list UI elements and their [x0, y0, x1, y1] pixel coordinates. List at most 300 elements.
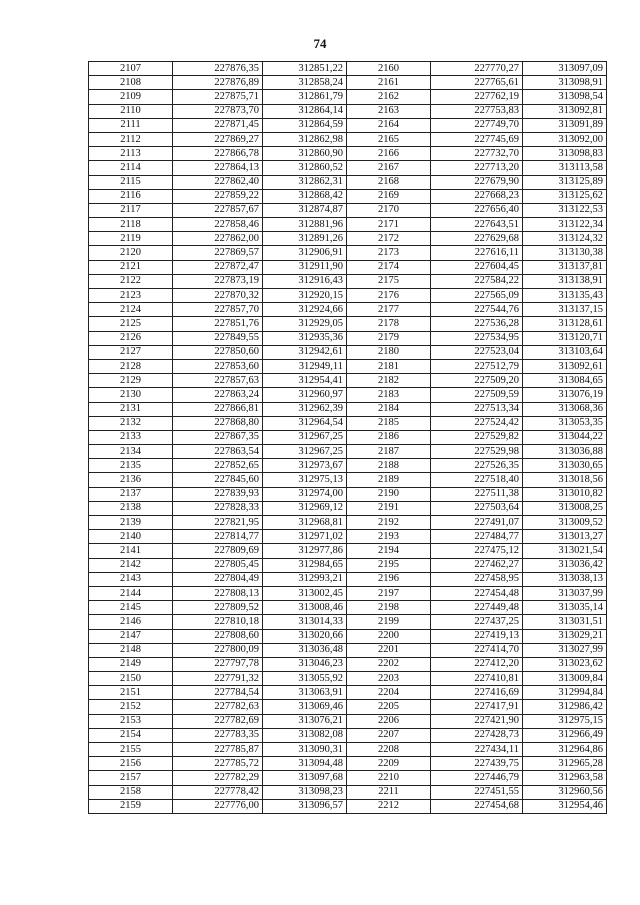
y-coordinate-right: 313030,65 [523, 459, 607, 473]
x-coordinate-left: 227797,78 [173, 657, 263, 671]
table-row [89, 771, 607, 785]
x-coordinate-left: 227849,55 [173, 331, 263, 345]
point-number-right: 2198 [347, 601, 431, 615]
table-row [89, 289, 607, 303]
point-number-left: 2151 [89, 686, 173, 700]
point-number-right: 2205 [347, 700, 431, 714]
y-coordinate-left: 312964,54 [263, 416, 347, 430]
x-coordinate-left: 227776,00 [173, 799, 263, 813]
y-coordinate-left: 312862,98 [263, 132, 347, 146]
point-number-left: 2121 [89, 260, 173, 274]
table-row [89, 118, 607, 132]
x-coordinate-right: 227509,59 [431, 388, 523, 402]
x-coordinate-right: 227713,20 [431, 161, 523, 175]
point-number-left: 2147 [89, 629, 173, 643]
y-coordinate-left: 313097,68 [263, 771, 347, 785]
y-coordinate-right: 313009,52 [523, 516, 607, 530]
y-coordinate-right: 313021,54 [523, 544, 607, 558]
table-row [89, 629, 607, 643]
x-coordinate-left: 227864,13 [173, 161, 263, 175]
point-number-left: 2122 [89, 274, 173, 288]
x-coordinate-left: 227858,46 [173, 218, 263, 232]
x-coordinate-left: 227850,60 [173, 345, 263, 359]
x-coordinate-left: 227862,00 [173, 232, 263, 246]
x-coordinate-right: 227679,90 [431, 175, 523, 189]
point-number-left: 2154 [89, 728, 173, 742]
point-number-left: 2149 [89, 657, 173, 671]
y-coordinate-left: 312942,61 [263, 345, 347, 359]
point-number-right: 2162 [347, 90, 431, 104]
point-number-right: 2204 [347, 686, 431, 700]
x-coordinate-right: 227526,35 [431, 459, 523, 473]
x-coordinate-right: 227484,77 [431, 530, 523, 544]
x-coordinate-left: 227875,71 [173, 90, 263, 104]
y-coordinate-left: 312984,65 [263, 558, 347, 572]
point-number-left: 2158 [89, 785, 173, 799]
point-number-left: 2138 [89, 501, 173, 515]
point-number-right: 2171 [347, 218, 431, 232]
point-number-right: 2190 [347, 487, 431, 501]
point-number-left: 2153 [89, 714, 173, 728]
table-row [89, 274, 607, 288]
y-coordinate-right: 313053,35 [523, 416, 607, 430]
point-number-right: 2211 [347, 785, 431, 799]
x-coordinate-right: 227509,20 [431, 374, 523, 388]
table-row [89, 601, 607, 615]
table-row [89, 615, 607, 629]
x-coordinate-right: 227656,40 [431, 203, 523, 217]
point-number-left: 2148 [89, 643, 173, 657]
table-row [89, 232, 607, 246]
table-row [89, 586, 607, 600]
point-number-right: 2161 [347, 76, 431, 90]
x-coordinate-left: 227784,54 [173, 686, 263, 700]
point-number-right: 2197 [347, 586, 431, 600]
point-number-right: 2192 [347, 516, 431, 530]
x-coordinate-left: 227852,65 [173, 459, 263, 473]
point-number-right: 2208 [347, 743, 431, 757]
point-number-left: 2146 [89, 615, 173, 629]
x-coordinate-left: 227857,70 [173, 303, 263, 317]
point-number-right: 2193 [347, 530, 431, 544]
y-coordinate-right: 313013,27 [523, 530, 607, 544]
y-coordinate-right: 313130,38 [523, 246, 607, 260]
y-coordinate-right: 313120,71 [523, 331, 607, 345]
x-coordinate-right: 227668,23 [431, 189, 523, 203]
x-coordinate-left: 227785,72 [173, 757, 263, 771]
table-row [89, 501, 607, 515]
point-number-right: 2166 [347, 147, 431, 161]
table-row [89, 402, 607, 416]
table-row [89, 558, 607, 572]
point-number-right: 2212 [347, 799, 431, 813]
table-row [89, 104, 607, 118]
point-number-right: 2206 [347, 714, 431, 728]
x-coordinate-left: 227876,89 [173, 76, 263, 90]
table-row [89, 246, 607, 260]
point-number-right: 2210 [347, 771, 431, 785]
y-coordinate-left: 312949,11 [263, 359, 347, 373]
y-coordinate-left: 312911,90 [263, 260, 347, 274]
y-coordinate-right: 313137,81 [523, 260, 607, 274]
point-number-left: 2117 [89, 203, 173, 217]
y-coordinate-left: 312864,14 [263, 104, 347, 118]
x-coordinate-right: 227434,11 [431, 743, 523, 757]
table-row [89, 416, 607, 430]
x-coordinate-right: 227765,61 [431, 76, 523, 90]
y-coordinate-right: 313098,54 [523, 90, 607, 104]
x-coordinate-right: 227412,20 [431, 657, 523, 671]
x-coordinate-right: 227770,27 [431, 62, 523, 76]
point-number-right: 2184 [347, 402, 431, 416]
y-coordinate-right: 313092,00 [523, 132, 607, 146]
y-coordinate-right: 313037,99 [523, 586, 607, 600]
x-coordinate-right: 227511,38 [431, 487, 523, 501]
x-coordinate-right: 227518,40 [431, 473, 523, 487]
x-coordinate-right: 227414,70 [431, 643, 523, 657]
point-number-left: 2118 [89, 218, 173, 232]
point-number-left: 2115 [89, 175, 173, 189]
x-coordinate-left: 227814,77 [173, 530, 263, 544]
y-coordinate-left: 313096,57 [263, 799, 347, 813]
point-number-right: 2187 [347, 445, 431, 459]
x-coordinate-right: 227749,70 [431, 118, 523, 132]
point-number-right: 2182 [347, 374, 431, 388]
x-coordinate-right: 227643,51 [431, 218, 523, 232]
y-coordinate-left: 313090,31 [263, 743, 347, 757]
y-coordinate-right: 313076,19 [523, 388, 607, 402]
point-number-right: 2180 [347, 345, 431, 359]
point-number-right: 2177 [347, 303, 431, 317]
table-row [89, 388, 607, 402]
table-row [89, 331, 607, 345]
x-coordinate-left: 227821,95 [173, 516, 263, 530]
coordinates-table-body [89, 62, 607, 814]
point-number-left: 2136 [89, 473, 173, 487]
x-coordinate-left: 227862,40 [173, 175, 263, 189]
y-coordinate-right: 313122,34 [523, 218, 607, 232]
x-coordinate-right: 227584,22 [431, 274, 523, 288]
point-number-right: 2202 [347, 657, 431, 671]
point-number-right: 2175 [347, 274, 431, 288]
y-coordinate-right: 313098,91 [523, 76, 607, 90]
point-number-right: 2167 [347, 161, 431, 175]
table-row [89, 161, 607, 175]
y-coordinate-left: 313036,48 [263, 643, 347, 657]
table-row [89, 260, 607, 274]
point-number-left: 2133 [89, 430, 173, 444]
x-coordinate-right: 227428,73 [431, 728, 523, 742]
table-row [89, 743, 607, 757]
x-coordinate-left: 227869,27 [173, 132, 263, 146]
table-row [89, 672, 607, 686]
x-coordinate-left: 227808,13 [173, 586, 263, 600]
x-coordinate-right: 227629,68 [431, 232, 523, 246]
x-coordinate-right: 227523,04 [431, 345, 523, 359]
point-number-right: 2164 [347, 118, 431, 132]
x-coordinate-right: 227604,45 [431, 260, 523, 274]
x-coordinate-right: 227529,98 [431, 445, 523, 459]
y-coordinate-right: 312960,56 [523, 785, 607, 799]
table-row [89, 189, 607, 203]
y-coordinate-left: 312916,43 [263, 274, 347, 288]
x-coordinate-left: 227778,42 [173, 785, 263, 799]
x-coordinate-right: 227419,13 [431, 629, 523, 643]
point-number-left: 2140 [89, 530, 173, 544]
y-coordinate-right: 313018,56 [523, 473, 607, 487]
point-number-left: 2143 [89, 572, 173, 586]
y-coordinate-left: 312962,39 [263, 402, 347, 416]
x-coordinate-left: 227800,09 [173, 643, 263, 657]
y-coordinate-right: 312963,58 [523, 771, 607, 785]
x-coordinate-right: 227449,48 [431, 601, 523, 615]
point-number-right: 2196 [347, 572, 431, 586]
table-row [89, 459, 607, 473]
table-row [89, 132, 607, 146]
y-coordinate-left: 312929,05 [263, 317, 347, 331]
point-number-left: 2145 [89, 601, 173, 615]
x-coordinate-right: 227536,28 [431, 317, 523, 331]
point-number-left: 2125 [89, 317, 173, 331]
point-number-right: 2176 [347, 289, 431, 303]
table-row [89, 657, 607, 671]
point-number-right: 2168 [347, 175, 431, 189]
table-row [89, 445, 607, 459]
point-number-right: 2178 [347, 317, 431, 331]
y-coordinate-right: 313138,91 [523, 274, 607, 288]
y-coordinate-left: 312967,25 [263, 430, 347, 444]
y-coordinate-right: 313010,82 [523, 487, 607, 501]
x-coordinate-left: 227785,87 [173, 743, 263, 757]
y-coordinate-right: 313009,84 [523, 672, 607, 686]
point-number-right: 2209 [347, 757, 431, 771]
point-number-left: 2124 [89, 303, 173, 317]
point-number-left: 2130 [89, 388, 173, 402]
y-coordinate-right: 312966,49 [523, 728, 607, 742]
table-row [89, 530, 607, 544]
point-number-left: 2120 [89, 246, 173, 260]
y-coordinate-right: 312954,46 [523, 799, 607, 813]
x-coordinate-right: 227503,64 [431, 501, 523, 515]
x-coordinate-left: 227828,33 [173, 501, 263, 515]
point-number-left: 2139 [89, 516, 173, 530]
x-coordinate-left: 227859,22 [173, 189, 263, 203]
x-coordinate-right: 227544,76 [431, 303, 523, 317]
y-coordinate-right: 312965,28 [523, 757, 607, 771]
y-coordinate-left: 313014,33 [263, 615, 347, 629]
x-coordinate-left: 227872,47 [173, 260, 263, 274]
x-coordinate-left: 227866,81 [173, 402, 263, 416]
point-number-right: 2173 [347, 246, 431, 260]
point-number-left: 2110 [89, 104, 173, 118]
x-coordinate-left: 227804,49 [173, 572, 263, 586]
y-coordinate-right: 313097,09 [523, 62, 607, 76]
x-coordinate-left: 227839,93 [173, 487, 263, 501]
x-coordinate-right: 227529,82 [431, 430, 523, 444]
table-row [89, 317, 607, 331]
y-coordinate-left: 313094,48 [263, 757, 347, 771]
table-row [89, 374, 607, 388]
x-coordinate-left: 227857,67 [173, 203, 263, 217]
x-coordinate-left: 227873,19 [173, 274, 263, 288]
point-number-left: 2129 [89, 374, 173, 388]
y-coordinate-right: 312994,84 [523, 686, 607, 700]
x-coordinate-right: 227762,19 [431, 90, 523, 104]
table-row [89, 714, 607, 728]
y-coordinate-right: 313036,42 [523, 558, 607, 572]
point-number-right: 2207 [347, 728, 431, 742]
y-coordinate-right: 312986,42 [523, 700, 607, 714]
x-coordinate-right: 227616,11 [431, 246, 523, 260]
point-number-left: 2156 [89, 757, 173, 771]
y-coordinate-left: 312881,96 [263, 218, 347, 232]
y-coordinate-right: 313068,36 [523, 402, 607, 416]
y-coordinate-left: 312851,22 [263, 62, 347, 76]
y-coordinate-right: 313036,88 [523, 445, 607, 459]
x-coordinate-right: 227753,83 [431, 104, 523, 118]
x-coordinate-left: 227810,18 [173, 615, 263, 629]
x-coordinate-right: 227421,90 [431, 714, 523, 728]
point-number-left: 2131 [89, 402, 173, 416]
x-coordinate-right: 227454,68 [431, 799, 523, 813]
y-coordinate-left: 312906,91 [263, 246, 347, 260]
y-coordinate-right: 313137,15 [523, 303, 607, 317]
y-coordinate-right: 313113,58 [523, 161, 607, 175]
x-coordinate-left: 227857,63 [173, 374, 263, 388]
x-coordinate-left: 227845,60 [173, 473, 263, 487]
y-coordinate-right: 313092,81 [523, 104, 607, 118]
point-number-left: 2108 [89, 76, 173, 90]
point-number-left: 2113 [89, 147, 173, 161]
x-coordinate-right: 227451,55 [431, 785, 523, 799]
point-number-left: 2159 [89, 799, 173, 813]
x-coordinate-left: 227808,60 [173, 629, 263, 643]
point-number-left: 2142 [89, 558, 173, 572]
y-coordinate-left: 312971,02 [263, 530, 347, 544]
point-number-left: 2126 [89, 331, 173, 345]
table-row [89, 757, 607, 771]
table-row [89, 700, 607, 714]
table-row [89, 799, 607, 813]
y-coordinate-left: 312861,79 [263, 90, 347, 104]
y-coordinate-left: 312874,87 [263, 203, 347, 217]
point-number-left: 2116 [89, 189, 173, 203]
y-coordinate-left: 313055,92 [263, 672, 347, 686]
y-coordinate-left: 313082,08 [263, 728, 347, 742]
table-row [89, 487, 607, 501]
table-row [89, 572, 607, 586]
x-coordinate-right: 227446,79 [431, 771, 523, 785]
y-coordinate-left: 312977,86 [263, 544, 347, 558]
point-number-left: 2134 [89, 445, 173, 459]
table-row [89, 516, 607, 530]
point-number-right: 2172 [347, 232, 431, 246]
point-number-right: 2165 [347, 132, 431, 146]
x-coordinate-right: 227462,27 [431, 558, 523, 572]
point-number-right: 2203 [347, 672, 431, 686]
table-row [89, 430, 607, 444]
y-coordinate-right: 313029,21 [523, 629, 607, 643]
y-coordinate-right: 313023,62 [523, 657, 607, 671]
y-coordinate-left: 313046,23 [263, 657, 347, 671]
y-coordinate-right: 313038,13 [523, 572, 607, 586]
y-coordinate-right: 313098,83 [523, 147, 607, 161]
point-number-left: 2112 [89, 132, 173, 146]
point-number-left: 2109 [89, 90, 173, 104]
point-number-left: 2155 [89, 743, 173, 757]
y-coordinate-left: 312974,00 [263, 487, 347, 501]
point-number-right: 2191 [347, 501, 431, 515]
y-coordinate-right: 312964,86 [523, 743, 607, 757]
y-coordinate-left: 312924,66 [263, 303, 347, 317]
y-coordinate-right: 313092,61 [523, 359, 607, 373]
x-coordinate-right: 227524,42 [431, 416, 523, 430]
x-coordinate-left: 227876,35 [173, 62, 263, 76]
table-row [89, 359, 607, 373]
point-number-right: 2181 [347, 359, 431, 373]
y-coordinate-right: 313084,65 [523, 374, 607, 388]
y-coordinate-right: 312975,15 [523, 714, 607, 728]
x-coordinate-left: 227791,32 [173, 672, 263, 686]
y-coordinate-right: 313128,61 [523, 317, 607, 331]
table-row [89, 544, 607, 558]
y-coordinate-left: 312975,13 [263, 473, 347, 487]
x-coordinate-right: 227534,95 [431, 331, 523, 345]
y-coordinate-right: 313103,64 [523, 345, 607, 359]
point-number-left: 2135 [89, 459, 173, 473]
y-coordinate-right: 313035,14 [523, 601, 607, 615]
y-coordinate-left: 312860,52 [263, 161, 347, 175]
y-coordinate-left: 312969,12 [263, 501, 347, 515]
y-coordinate-right: 313135,43 [523, 289, 607, 303]
x-coordinate-left: 227782,29 [173, 771, 263, 785]
x-coordinate-right: 227491,07 [431, 516, 523, 530]
x-coordinate-right: 227416,69 [431, 686, 523, 700]
table-row [89, 785, 607, 799]
x-coordinate-right: 227437,25 [431, 615, 523, 629]
point-number-left: 2150 [89, 672, 173, 686]
point-number-right: 2201 [347, 643, 431, 657]
y-coordinate-left: 313076,21 [263, 714, 347, 728]
table-row [89, 147, 607, 161]
point-number-right: 2179 [347, 331, 431, 345]
x-coordinate-left: 227868,80 [173, 416, 263, 430]
x-coordinate-left: 227782,69 [173, 714, 263, 728]
point-number-left: 2132 [89, 416, 173, 430]
y-coordinate-left: 313063,91 [263, 686, 347, 700]
table-row [89, 643, 607, 657]
y-coordinate-left: 313069,46 [263, 700, 347, 714]
table-row [89, 728, 607, 742]
y-coordinate-left: 312864,59 [263, 118, 347, 132]
point-number-right: 2185 [347, 416, 431, 430]
point-number-left: 2119 [89, 232, 173, 246]
coordinates-table [88, 61, 607, 814]
point-number-left: 2111 [89, 118, 173, 132]
x-coordinate-right: 227513,34 [431, 402, 523, 416]
x-coordinate-right: 227417,91 [431, 700, 523, 714]
point-number-right: 2174 [347, 260, 431, 274]
x-coordinate-right: 227565,09 [431, 289, 523, 303]
y-coordinate-right: 313125,89 [523, 175, 607, 189]
y-coordinate-right: 313008,25 [523, 501, 607, 515]
page-number: 74 [313, 36, 327, 51]
x-coordinate-right: 227439,75 [431, 757, 523, 771]
point-number-right: 2195 [347, 558, 431, 572]
x-coordinate-right: 227458,95 [431, 572, 523, 586]
y-coordinate-left: 312973,67 [263, 459, 347, 473]
point-number-right: 2170 [347, 203, 431, 217]
